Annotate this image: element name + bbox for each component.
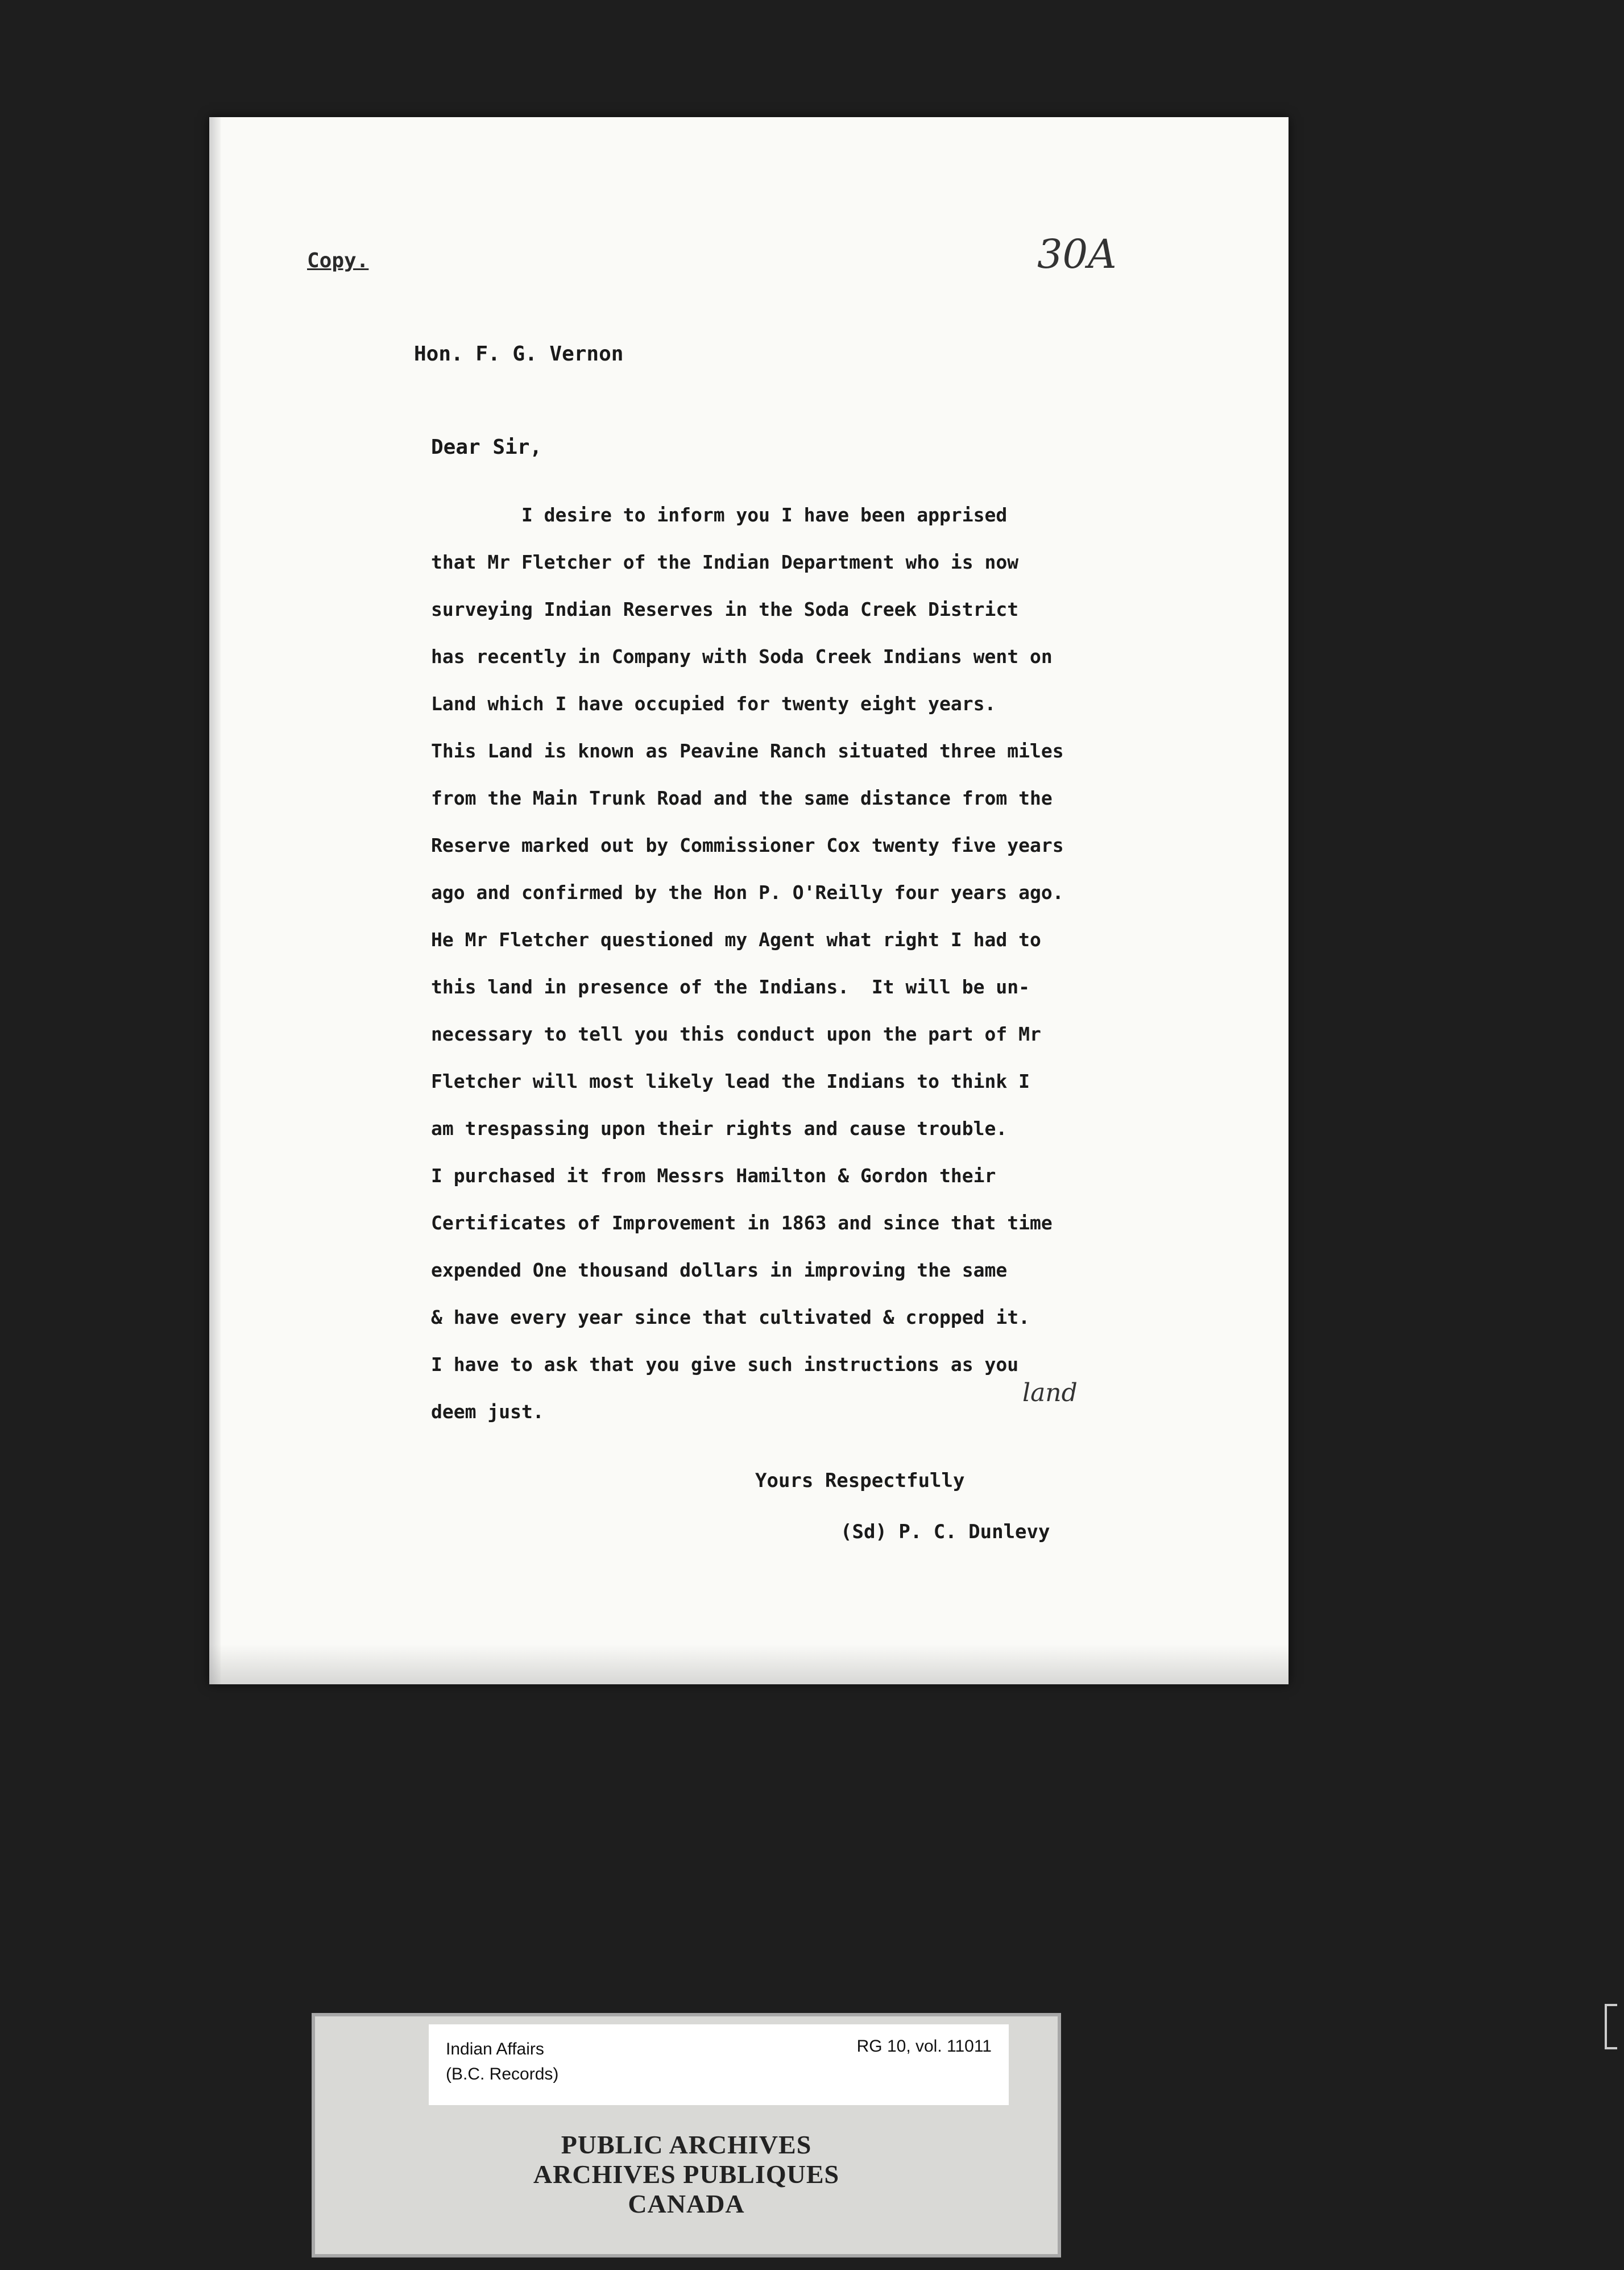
department-label — [446, 2037, 558, 2087]
body-line: Reserve marked out by Commissioner Cox twenty five years — [431, 834, 1064, 856]
body-line: from the Main Trunk Road and the same distance from the — [431, 787, 1053, 809]
department-name: Indian Affairs — [446, 2040, 544, 2058]
body-line: I desire to inform you I have been apprised — [431, 504, 1008, 526]
archive-label — [429, 2024, 1009, 2105]
record-reference: RG 10, vol. 11011 — [856, 2037, 992, 2056]
body-line: surveying Indian Reserves in the Soda Creek District — [431, 598, 1019, 620]
copy-label: Copy. — [307, 249, 369, 272]
signature: (Sd) P. C. Dunlevy — [840, 1521, 1050, 1543]
page-edge — [209, 117, 221, 1684]
body-line: He Mr Fletcher questioned my Agent what right I had to — [431, 929, 1041, 951]
body-line: ago and confirmed by the Hon P. O'Reilly four years ago. — [431, 881, 1064, 904]
archives-stamp — [315, 2130, 1058, 2219]
closing: Yours Respectfully — [755, 1469, 965, 1492]
body-line: I purchased it from Messrs Hamilton & Gordon their — [431, 1165, 996, 1187]
stamp-line: PUBLIC ARCHIVES — [561, 2130, 812, 2159]
page-curl-shadow — [209, 1644, 1289, 1684]
stamp-line: CANADA — [628, 2189, 745, 2218]
body-line: Land which I have occupied for twenty eight years. — [431, 693, 996, 715]
body-line: this land in presence of the Indians. It will be un- — [431, 976, 1030, 998]
body-line: Fletcher will most likely lead the Indians to think I — [431, 1070, 1030, 1092]
body-line: This Land is known as Peavine Ranch situated three miles — [431, 740, 1064, 762]
body-line: necessary to tell you this conduct upon the part of Mr — [431, 1023, 1041, 1045]
body-line: expended One thousand dollars in improving the same — [431, 1259, 1008, 1281]
body-line: I have to ask that you give such instructions as you — [431, 1353, 1019, 1376]
film-edge-mark — [1605, 2004, 1617, 2049]
archive-tag — [312, 2013, 1061, 2257]
letter-page — [209, 117, 1289, 1684]
recipient-line: Hon. F. G. Vernon — [414, 342, 624, 366]
salutation: Dear Sir, — [431, 436, 542, 459]
body-line: & have every year since that cultivated & cropped it. — [431, 1306, 1030, 1328]
body-line: deem just. — [431, 1401, 544, 1423]
body-line: has recently in Company with Soda Creek Indians went on — [431, 645, 1053, 668]
handwritten-correction: land — [1022, 1378, 1078, 1407]
body-line: am trespassing upon their rights and cause trouble. — [431, 1117, 1008, 1140]
body-line: that Mr Fletcher of the Indian Department who is now — [431, 551, 1019, 573]
folio-number: 30A — [1037, 231, 1117, 277]
stamp-line: ARCHIVES PUBLIQUES — [533, 2160, 840, 2189]
department-sub: (B.C. Records) — [446, 2065, 559, 2083]
body-line: Certificates of Improvement in 1863 and since that time — [431, 1212, 1053, 1234]
letter-body — [431, 504, 1329, 1448]
